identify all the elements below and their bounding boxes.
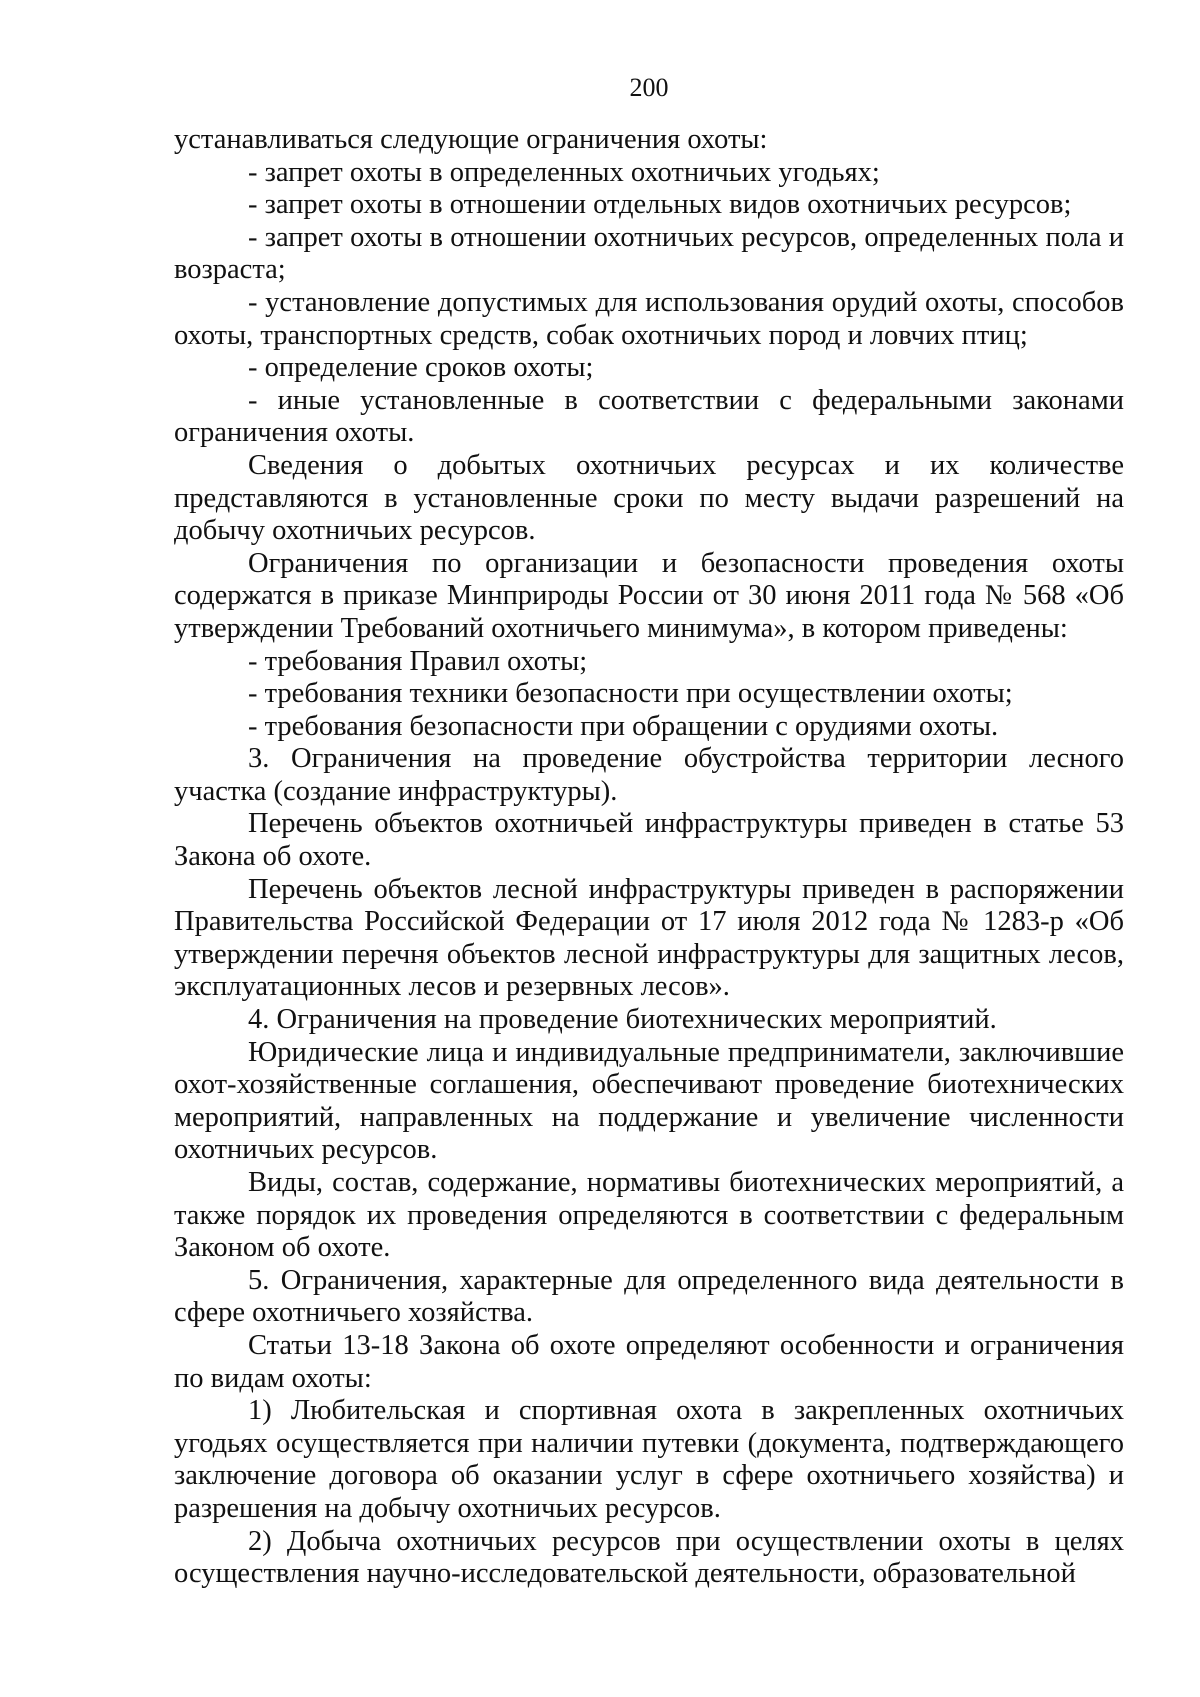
list-item: - запрет охоты в определенных охотничьих угодьях; (248, 156, 880, 188)
list-item: - установление допустимых для использования орудий охоты, способов охоты, транспортных средств, собак охотничьих пород и ловчих птиц; (174, 286, 1124, 351)
section-heading: 4. Ограничения на проведение биотехнических мероприятий. (248, 1004, 997, 1036)
list-item: - запрет охоты в отношении отдельных видов охотничьих ресурсов; (248, 189, 1072, 221)
paragraph: устанавливаться следующие ограничения охоты: (174, 124, 768, 155)
list-item: - иные установленные в соответствии с федеральными законами ограничения охоты. (174, 384, 1124, 449)
paragraph: Сведения о добытых охотничьих ресурсах и их количестве представляются в установленные сроки по месту выдачи разрешений на добычу охотничьих ресурсов. (174, 449, 1124, 547)
list-item: 1) Любительская и спортивная охота в закрепленных охотничьих угодьях осуществляется при наличии путевки (документа, подтверждающего заключение договора об оказании услуг в сфере охотничьего хозяйства) и разрешения на добычу охотничьих ресурсов. (174, 1395, 1124, 1524)
page-number: 200 (629, 73, 669, 102)
paragraph: Статьи 13-18 Закона об охоте определяют особенности и ограничения по видам охоты: (174, 1329, 1124, 1394)
list-item: - требования техники безопасности при осуществлении охоты; (248, 678, 1013, 710)
list-item: - запрет охоты в отношении охотничьих ресурсов, определенных пола и возраста; (174, 221, 1124, 286)
list-item: 2) Добыча охотничьих ресурсов при осуществлении охоты в целях осуществления научно-исследовательской деятельности, образовательной (174, 1525, 1124, 1590)
section-heading: 3. Ограничения на проведение обустройства территории лесного участка (создание инфраструктуры). (174, 743, 1124, 807)
paragraph: Перечень объектов охотничьей инфраструктуры приведен в статье 53 Закона об охоте. (174, 808, 1124, 873)
list-item: - определение сроков охоты; (248, 352, 594, 384)
paragraph: Перечень объектов лесной инфраструктуры приведен в распоряжении Правительства Российской Федерации от 17 июля 2012 года № 1283-р «Об утверждении перечня объектов лесной инфраструктуры для защитных лесов, эксплуатационных лесов и резервных лесов». (174, 873, 1124, 1003)
list-item: - требования Правил охоты; (248, 645, 588, 677)
section-heading: 5. Ограничения, характерные для определенного вида деятельности в сфере охотничьего хозяйства. (174, 1264, 1124, 1329)
paragraph: Ограничения по организации и безопасности проведения охоты содержатся в приказе Минприроды России от 30 июня 2011 года № 568 «Об утверждении Требований охотничьего минимума», в котором приведены: (174, 547, 1124, 644)
paragraph: Юридические лица и индивидуальные предприниматели, заключившие охот-хозяйственные соглашения, обеспечивают проведение биотехнических мероприятий, направленных на поддержание и увеличение численности охотничьих ресурсов. (174, 1036, 1124, 1166)
document-body (174, 124, 1124, 1591)
paragraph: Виды, состав, содержание, нормативы биотехнических мероприятий, а также порядок их проведения определяются в соответствии с федеральным Законом об охоте. (174, 1167, 1124, 1264)
list-item: - требования безопасности при обращении с орудиями охоты. (248, 710, 999, 742)
